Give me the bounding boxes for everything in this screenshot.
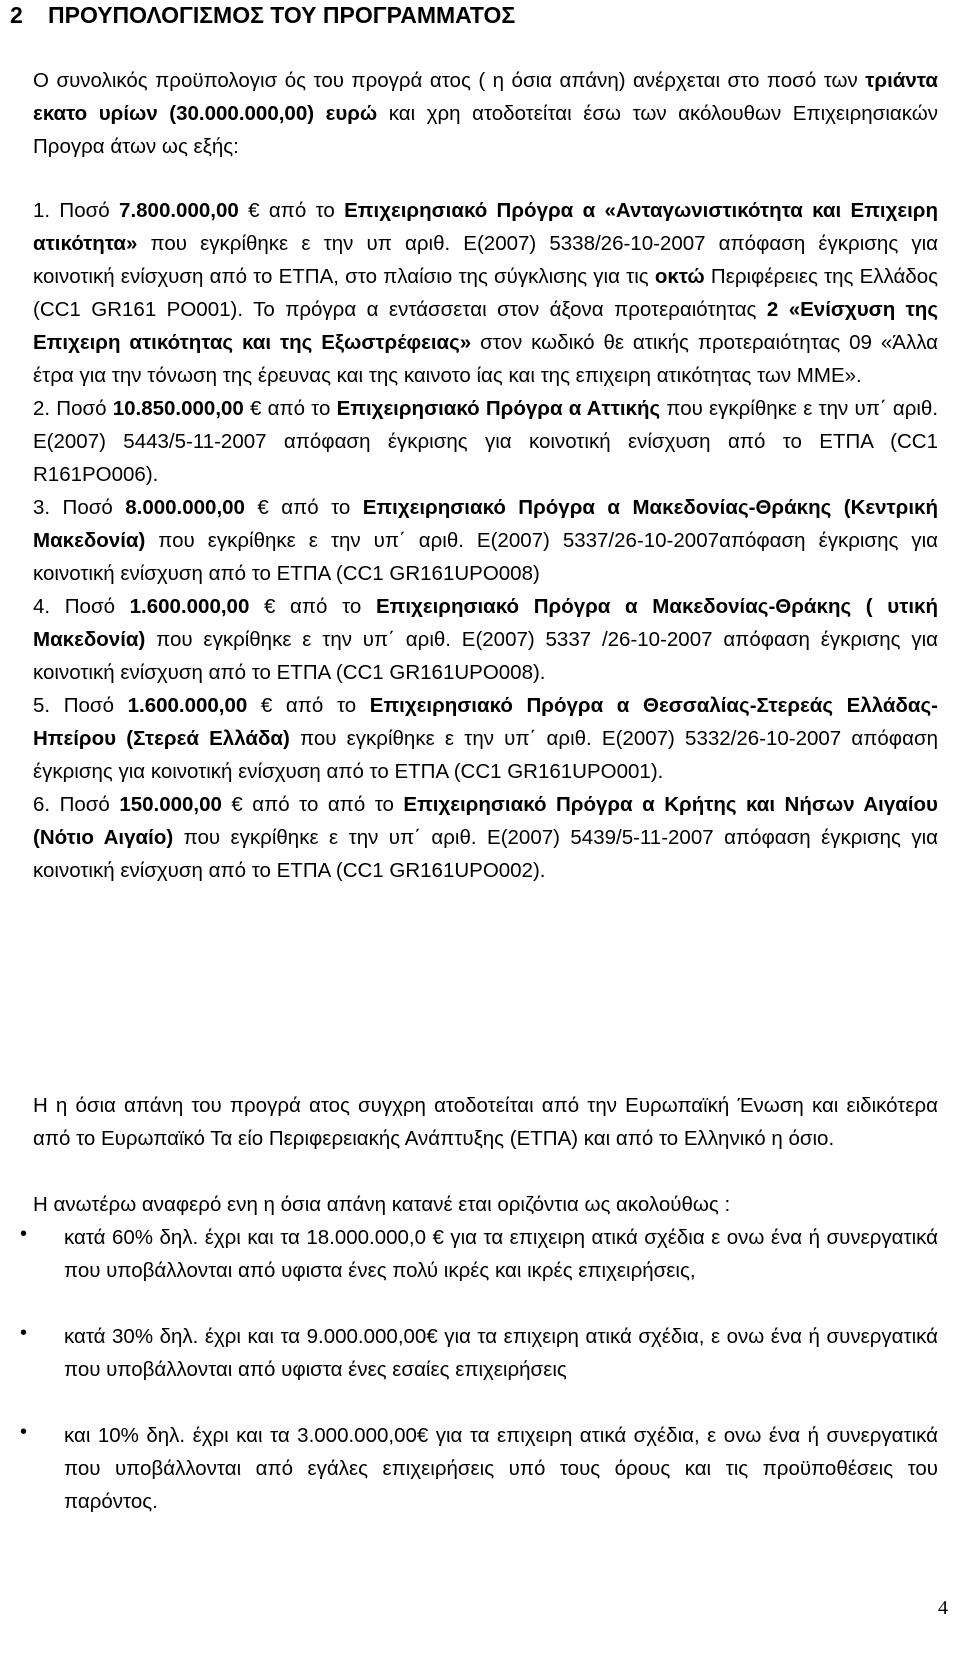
intro-text-end: και χρη ατοδοτείται έσω των ακόλουθων Επιχειρησιακών Προγρα άτων ως εξής: xyxy=(33,102,938,158)
section-heading xyxy=(10,2,515,29)
funding-items-list xyxy=(33,194,938,887)
item-text: που εγκρίθηκε ε την υπ΄ αριθ. Ε(2007) 5439/5-11-2007 απόφαση έγκρισης για κοινοτική ενίσχυση από το ΕΤΠΑ (CC1 GR161UPO002). xyxy=(33,826,938,882)
item-amount: 7.800.000,00 xyxy=(119,199,239,222)
item-lead: 1. Ποσό xyxy=(33,199,120,222)
funding-item-5 xyxy=(33,689,938,788)
item-lead: 3. Ποσό xyxy=(33,496,126,519)
total-amount: τριάντα εκατο υρίων (30.000.000,00) ευρώ xyxy=(33,69,938,125)
item-mid: € από το xyxy=(238,199,345,222)
item-program: Επιχειρησιακό Πρόγρα α Θεσσαλίας-Στερεάς Ελλάδας-Ηπείρου (Στερεά Ελλάδα) xyxy=(33,694,938,750)
item-program: Επιχειρησιακό Πρόγρα α Αττικής xyxy=(336,397,661,420)
funding-item-4 xyxy=(33,590,938,689)
intro-text: Ο συνολικός προϋπολογισ ός του προγρά ατος ( η όσια απάνη) ανέρχεται στο ποσό των xyxy=(33,69,866,92)
funding-item-2 xyxy=(33,392,938,491)
funding-item-6 xyxy=(33,788,938,887)
item-text: που εγκρίθηκε ε την υπ΄ αριθ. Ε(2007) 5332/26-10-2007 απόφαση έγκρισης για κοινοτική ενίσχυση από το ΕΤΠΑ (CC1 GR161UPO001). xyxy=(33,727,938,783)
distribution-intro: Η ανωτέρω αναφερό ενη η όσια απάνη κατανέ εται οριζόντια ως ακολούθως : xyxy=(33,1193,731,1216)
item-amount: 8.000.000,00 xyxy=(125,496,245,519)
item-mid: € από το xyxy=(244,496,363,519)
item-mid: € από το xyxy=(249,595,376,618)
section-title: ΠΡΟΥΠΟΛΟΓΙΣΜΟΣ ΤΟΥ ΠΡΟΓΡΑΜΜΑΤΟΣ xyxy=(48,2,516,28)
item-program: Επιχειρησιακό Πρόγρα α «Ανταγωνιστικότητα και Επιχειρη ατικότητα» xyxy=(33,199,939,255)
section-number: 2 xyxy=(10,2,23,28)
bullet-icon: • xyxy=(20,1223,28,1245)
item-bold: οκτώ xyxy=(654,265,705,288)
item-text: Περιφέρειες της Ελλάδος (CC1 GR161 PO001). Το πρόγρα α εντάσσεται στον άξονα προτεραιότητας xyxy=(33,265,938,321)
item-text: που εγκρίθηκε ε την υπ΄ αριθ. Ε(2007) 5337/26-10-2007απόφαση έγκρισης για κοινοτική ενίσχυση από το ΕΤΠΑ (CC1 GR161UPO008) xyxy=(33,529,938,585)
item-amount: 150.000,00 xyxy=(119,793,222,816)
item-text: στον κωδικό θε ατικής προτεραιότητας 09 «Άλλα έτρα για την τόνωση της έρευνας και της καινοτο ίας και της επιχειρη ατικότητας των ΜΜΕ». xyxy=(33,331,938,387)
distribution-bullet-2: κατά 30% δηλ. έχρι και τα 9.000.000,00€ για τα επιχειρη ατικά σχέδια, ε ονω ένα ή συνεργατικά που υποβάλλονται από υφιστα ένες εσαίες επιχειρήσεις xyxy=(64,1325,938,1381)
item-program: Επιχειρησιακό Πρόγρα α Μακεδονίας-Θράκης (Κεντρική Μακεδονία) xyxy=(33,496,938,552)
item-amount: 10.850.000,00 xyxy=(112,397,244,420)
intro-paragraph xyxy=(33,64,938,163)
item-mid: € από το από το xyxy=(221,793,404,816)
item-program: Επιχειρησιακό Πρόγρα α Μακεδονίας-Θράκης ( υτική Μακεδονία) xyxy=(33,595,938,651)
item-lead: 2. Ποσό xyxy=(33,397,113,420)
funding-item-3 xyxy=(33,491,938,590)
distribution-bullet-1: κατά 60% δηλ. έχρι και τα 18.000.000,0 € για τα επιχειρη ατικά σχέδια ε ονω ένα ή συνεργατικά που υποβάλλονται από υφιστα ένες πολύ ικρές και ικρές επιχειρήσεις, xyxy=(64,1226,938,1282)
item-mid: € από το xyxy=(243,397,337,420)
item-text: που εγκρίθηκε ε την υπ αριθ. Ε(2007) 5338/26-10-2007 απόφαση έγκρισης για κοινοτική ενίσχυση από το ΕΤΠΑ, στο πλαίσιο της σύγκλισης για τις xyxy=(33,232,938,288)
funding-item-1 xyxy=(33,194,938,392)
item-text: που εγκρίθηκε ε την υπ΄ αριθ. Ε(2007) 5443/5-11-2007 απόφαση έγκρισης για κοινοτική ενίσχυση από το ΕΤΠΑ (CC1 R161PO006). xyxy=(33,397,939,486)
bullet-icon: • xyxy=(20,1322,28,1344)
bullet-icon: • xyxy=(20,1421,28,1443)
item-axis: 2 «Ενίσχυση της Επιχειρη ατικότητας και της Εξωστρέφειας» xyxy=(33,298,938,354)
funding-paragraph: Η η όσια απάνη του προγρά ατος συγχρη ατοδοτείται από την Ευρωπαϊκή Ένωση και ειδικότερα από το Ευρωπαϊκό Τα είο Περιφερειακής Ανάπτυξης (ΕΤΠΑ) και από το Ελληνικό η όσιο. xyxy=(33,1094,938,1150)
item-amount: 1.600.000,00 xyxy=(127,694,248,717)
item-mid: € από το xyxy=(247,694,370,717)
item-text: που εγκρίθηκε ε την υπ΄ αριθ. Ε(2007) 5337 /26-10-2007 απόφαση έγκρισης για κοινοτική ενίσχυση από το ΕΤΠΑ (CC1 GR161UPO008). xyxy=(33,628,938,684)
item-program: Επιχειρησιακό Πρόγρα α Κρήτης και Νήσων Αιγαίου (Νότιο Αιγαίο) xyxy=(33,793,938,849)
distribution-bullet-3: και 10% δηλ. έχρι και τα 3.000.000,00€ για τα επιχειρη ατικά σχέδια, ε ονω ένα ή συνεργατικά που υποβάλλονται από εγάλες επιχειρήσεις υπό τους όρους και τις προϋποθέσεις του παρόντος. xyxy=(64,1424,938,1513)
page-number: 4 xyxy=(938,1597,948,1619)
item-lead: 5. Ποσό xyxy=(33,694,128,717)
item-lead: 6. Ποσό xyxy=(33,793,120,816)
item-lead: 4. Ποσό xyxy=(33,595,130,618)
item-amount: 1.600.000,00 xyxy=(129,595,250,618)
